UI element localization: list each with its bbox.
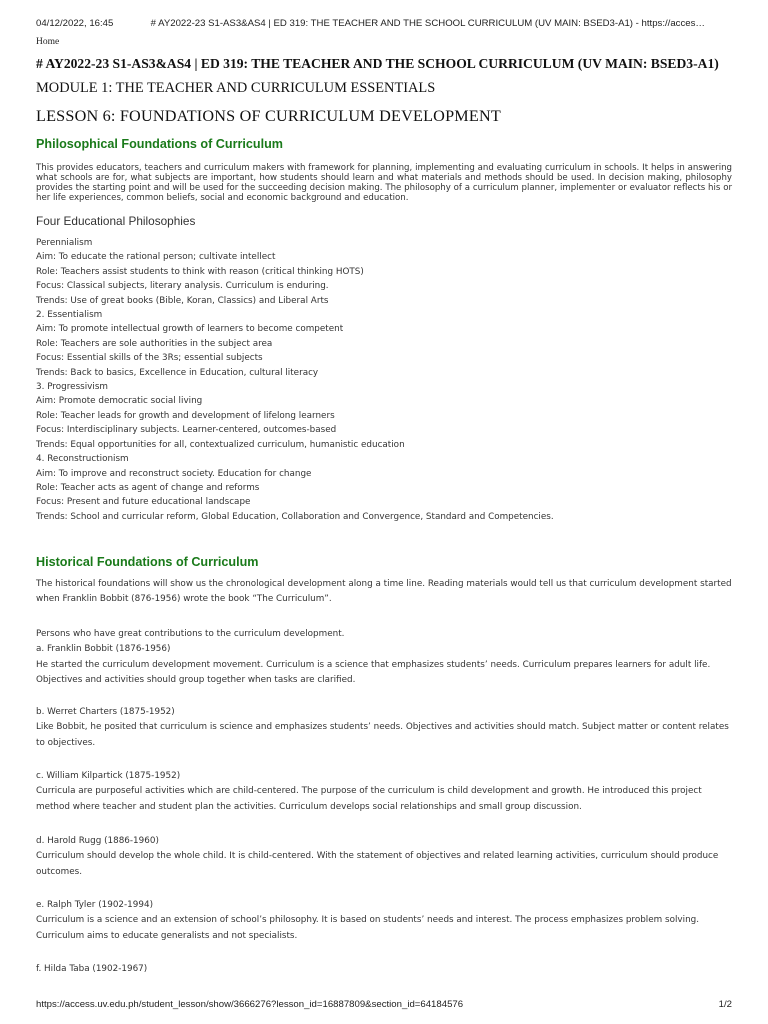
list-item: Trends: School and curricular reform, Global Education, Collaboration and Convergence, Standard and Competencies.	[36, 511, 554, 522]
home-link[interactable]: Home	[36, 37, 60, 47]
module-title: MODULE 1: THE TEACHER AND CURRICULUM ESSENTIALS	[36, 80, 436, 96]
list-item: Focus: Classical subjects, literary analysis. Curriculum is enduring.	[36, 281, 329, 292]
list-item: Focus: Present and future educational landscape	[36, 497, 251, 508]
page-url: https://access.uv.edu.ph/student_lesson/show/3666276?lesson_id=16887809&section_id=64184576	[36, 999, 464, 1010]
list-item: Trends: Use of great books (Bible, Koran, Classics) and Liberal Arts	[36, 295, 329, 306]
lesson-title: LESSON 6: FOUNDATIONS OF CURRICULUM DEVELOPMENT	[36, 107, 501, 125]
list-item: Perennialism	[36, 238, 93, 248]
person-name: c. William Kilpartick (1875-1952)	[36, 771, 181, 781]
person-block	[36, 962, 732, 977]
person-description: Curriculum is a science and an extension of school’s philosophy. It is based on students’ needs and interest. The process emphasizes problem solving. Curriculum aims to educate generalists and not specialists.	[36, 915, 700, 941]
person-name: f. Hilda Taba (1902-1967)	[36, 964, 148, 974]
list-item: Trends: Equal opportunities for all, contextualized curriculum, humanistic education	[36, 439, 405, 450]
list-item: Aim: To improve and reconstruct society. Education for change	[36, 468, 312, 479]
philosophical-intro: This provides educators, teachers and curriculum makers with framework for planning, implementing and evaluating curriculum in schools. It helps in answering what schools are for, what subjects are important, how students should learn and what materials and methods should be used. In decision making, philosophy provides the starting point and will be used for the succeeding decision making. The philosophy of a curriculum planner, implementer or evaluator reflects his or her life experiences, common beliefs, social and economic background and education.	[36, 163, 732, 203]
four-philosophies-heading: Four Educational Philosophies	[36, 214, 196, 228]
person-block	[36, 898, 732, 944]
historical-heading: Historical Foundations of Curriculum	[36, 555, 259, 569]
person-description: He started the curriculum development movement. Curriculum is a science that emphasizes students’ needs. Curriculum prepares learners for adult life. Objectives and activities should group together when tasks are clarified.	[36, 659, 711, 685]
person-block	[36, 834, 732, 880]
page-title: # AY2022-23 S1-AS3&AS4 | ED 319: THE TEACHER AND THE SCHOOL CURRICULUM (UV MAIN: BSED3-A1)	[36, 56, 719, 71]
list-item: 2. Essentialism	[36, 310, 103, 321]
list-item: Trends: Back to basics, Excellence in Education, cultural literacy	[36, 367, 319, 378]
list-item: Aim: To promote intellectual growth of learners to become competent	[36, 324, 344, 335]
person-name: e. Ralph Tyler (1902-1994)	[36, 900, 154, 910]
list-item: Role: Teacher leads for growth and development of lifelong learners	[36, 410, 335, 421]
historical-intro-block	[36, 577, 732, 608]
philosophies-list	[36, 236, 732, 524]
philosophical-heading: Philosophical Foundations of Curriculum	[36, 137, 283, 151]
print-datetime: 04/12/2022, 16:45	[36, 18, 114, 29]
list-item: Role: Teacher acts as agent of change and reforms	[36, 482, 260, 493]
person-description: Like Bobbit, he posited that curriculum is science and emphasizes students’ needs. Objectives and activities should match. Subject matter or content relates to objectives.	[36, 722, 729, 748]
print-doc-title: # AY2022-23 S1-AS3&AS4 | ED 319: THE TEACHER AND THE SCHOOL CURRICULUM (UV MAIN: BSED3-A1) - https://acces…	[150, 18, 705, 29]
person-description: Curriculum should develop the whole child. It is child-centered. With the statement of objectives and related learning activities, curriculum should produce outcomes.	[36, 851, 719, 877]
list-item: 3. Progressivism	[36, 382, 108, 393]
list-item: Role: Teachers assist students to think with reason (critical thinking HOTS)	[36, 266, 364, 277]
person-block	[36, 627, 732, 688]
print-header	[36, 18, 744, 29]
list-item: Focus: Interdisciplinary subjects. Learner-centered, outcomes-based	[36, 425, 337, 436]
list-item: 4. Reconstructionism	[36, 454, 129, 465]
list-item: Aim: To educate the rational person; cultivate intellect	[36, 252, 276, 263]
person-name: a. Franklin Bobbit (1876-1956)	[36, 644, 171, 655]
historical-intro: The historical foundations will show us the chronological development along a time line. Reading materials would tell us that curriculum development started when Franklin Bobbit (876-1956) wrote the book “The Curriculum”.	[36, 579, 732, 605]
list-item: Role: Teachers are sole authorities in the subject area	[36, 338, 273, 349]
list-item: Aim: Promote democratic social living	[36, 396, 203, 407]
persons-intro: Persons who have great contributions to the curriculum development.	[36, 629, 345, 639]
print-footer	[36, 999, 732, 1010]
person-block	[36, 705, 732, 751]
person-block	[36, 769, 732, 815]
person-description: Curricula are purposeful activities which are child-centered. The purpose of the curriculum is child development and growth. He introduced this project method where teacher and student plan the activities. Curriculum develops social relationships and small group discussion.	[36, 786, 702, 812]
person-name: b. Werret Charters (1875-1952)	[36, 707, 175, 717]
person-name: d. Harold Rugg (1886-1960)	[36, 836, 159, 846]
list-item: Focus: Essential skills of the 3Rs; essential subjects	[36, 353, 263, 364]
page-number: 1/2	[718, 999, 732, 1010]
